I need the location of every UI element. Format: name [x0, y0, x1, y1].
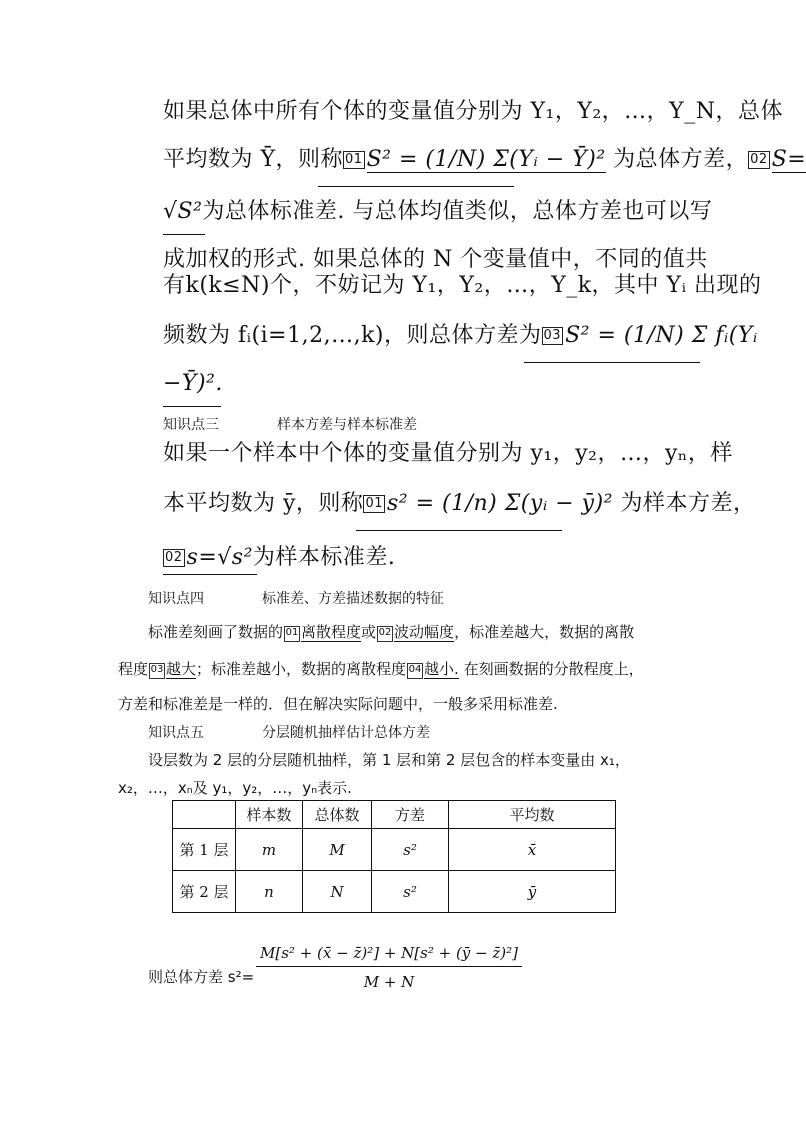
text-fragment: 为总体标准差. 与总体均值类似，总体方差也可以写	[202, 199, 713, 224]
sd-features-line-1	[148, 618, 634, 646]
table-cell: 第 1 层	[173, 829, 236, 871]
text-fragment: 本平均数为 ȳ，则称	[163, 491, 364, 516]
answer-underline	[163, 234, 205, 235]
stratified-sampling-line-2	[118, 774, 352, 802]
table-cell: N	[303, 871, 372, 913]
answer-underline	[318, 186, 514, 187]
answer-number-box: 02	[165, 550, 183, 565]
text-fragment: 平均数为 Ȳ，则称	[163, 147, 344, 172]
table-row	[173, 829, 616, 871]
text-line: 如果一个样本中个体的变量值分别为 y₁，y₂，…，yₙ，样	[163, 441, 733, 466]
text-fragment: 或	[361, 623, 377, 641]
sample-variance-formula: s² = (1/n) Σ(yᵢ − ȳ)²	[386, 491, 613, 516]
answer-underline	[163, 406, 221, 407]
section-label: 知识点四	[148, 591, 204, 607]
total-variance-fraction	[256, 944, 522, 991]
answer-number-box: 01	[345, 152, 363, 167]
population-variance-line-2	[163, 136, 806, 184]
answer-number-box: 01	[365, 496, 383, 511]
text-line: 设层数为 2 层的分层随机抽样，第 1 层和第 2 层包含的样本变量由 x₁，	[148, 751, 630, 769]
text-fragment: 程度	[118, 660, 149, 678]
text-line: x₂，…，xₙ及 y₁，y₂，…，yₙ表示.	[118, 779, 352, 797]
section-title: 分层随机抽样估计总体方差	[262, 725, 430, 741]
population-sd-formula-start: S=	[771, 147, 806, 172]
text-line: 有k(k≤N)个，不妨记为 Y₁，Y₂，…，Y_k，其中 Yᵢ 出现的	[163, 273, 762, 298]
population-variance-line-3	[163, 188, 712, 236]
text-line: 方差和标准差是一样的．但在解决实际问题中，一般多采用标准差.	[118, 695, 558, 713]
section-label: 知识点五	[148, 725, 204, 741]
answer-text: 越大	[166, 660, 197, 678]
answer-text: 离散程度	[301, 623, 362, 641]
text-fragment: ，标准差越大，数据的离散	[454, 623, 635, 641]
table-header-row	[173, 801, 616, 829]
table-cell: m	[236, 829, 303, 871]
table-cell: x̄	[449, 829, 616, 871]
answer-underline	[524, 362, 700, 363]
section-title: 样本方差与样本标准差	[277, 417, 417, 433]
population-variance-line-5	[163, 262, 761, 310]
population-variance-line-1	[163, 88, 783, 136]
text-fragment: 频数为 fᵢ(i=1,2,…,k)，则总体方差为	[163, 323, 542, 348]
fraction-denominator: M + N	[363, 973, 415, 991]
text-fragment: 标准差刻画了数据的	[148, 623, 284, 641]
population-sd-formula: √S²	[163, 199, 203, 224]
table-cell: s²	[372, 829, 449, 871]
table-cell: n	[236, 871, 303, 913]
table-header-cell: 总体数	[303, 801, 372, 829]
section-heading-5	[148, 722, 430, 742]
table-row	[173, 871, 616, 913]
table-header-cell: 方差	[372, 801, 449, 829]
answer-mark: 04	[407, 663, 423, 679]
weighted-variance-formula: S² = (1/N) Σ fᵢ(Yᵢ	[565, 323, 758, 348]
table-header-cell: 样本数	[236, 801, 303, 829]
table-cell: s²	[372, 871, 449, 913]
stratified-sampling-line-1	[148, 746, 630, 774]
fraction-numerator: M[s² + (x̄ − z̄)²] + N[s² + (ȳ − z̄)²]	[256, 944, 522, 967]
answer-number-box: 03	[543, 328, 562, 343]
text-line: 如果总体中所有个体的变量值分别为 Y₁，Y₂，…，Y_N，总体	[163, 99, 783, 124]
total-variance-label	[148, 963, 254, 991]
text-fragment: ；标准差越小，数据的离散程度	[196, 660, 407, 678]
table-header-cell	[173, 801, 236, 829]
table-cell: M	[303, 829, 372, 871]
text-fragment: 在刻画数据的分散程度上，	[458, 660, 644, 678]
table-cell: 第 2 层	[173, 871, 236, 913]
answer-text: 波动幅度	[394, 623, 455, 641]
table-cell: ȳ	[449, 871, 616, 913]
text-fragment: 为总体方差，	[613, 147, 749, 172]
answer-number-box: 02	[750, 152, 768, 167]
sample-sd-formula: s=√s²	[186, 545, 253, 570]
table-header-cell: 平均数	[449, 801, 616, 829]
text-fragment: 为样本方差，	[620, 491, 756, 516]
population-variance-line-6	[163, 312, 758, 360]
text-fragment: 则总体方差 s²=	[148, 968, 255, 986]
sample-variance-line-2	[163, 480, 756, 528]
answer-mark: 01	[284, 626, 300, 642]
text-line: 成加权的形式. 如果总体的 N 个变量值中，不同的值共	[163, 247, 708, 272]
section-title: 标准差、方差描述数据的特征	[262, 591, 444, 607]
population-variance-line-7	[163, 360, 223, 408]
sd-features-line-2	[118, 655, 644, 683]
answer-mark: 03	[149, 663, 165, 679]
answer-text: 越小.	[424, 660, 459, 678]
stratified-table	[172, 800, 616, 913]
section-heading-4	[148, 588, 444, 608]
text-fragment: 为样本标准差.	[252, 545, 396, 570]
sample-variance-line-1	[163, 430, 733, 478]
sd-features-line-3	[118, 690, 558, 718]
answer-underline	[163, 574, 257, 575]
population-variance-formula: S² = (1/N) Σ(Yᵢ − Ȳ)²	[366, 147, 606, 172]
weighted-variance-formula-end: −Ȳ)².	[163, 371, 223, 396]
answer-underline	[356, 530, 562, 531]
section-label: 知识点三	[163, 417, 219, 433]
answer-mark: 02	[377, 626, 393, 642]
